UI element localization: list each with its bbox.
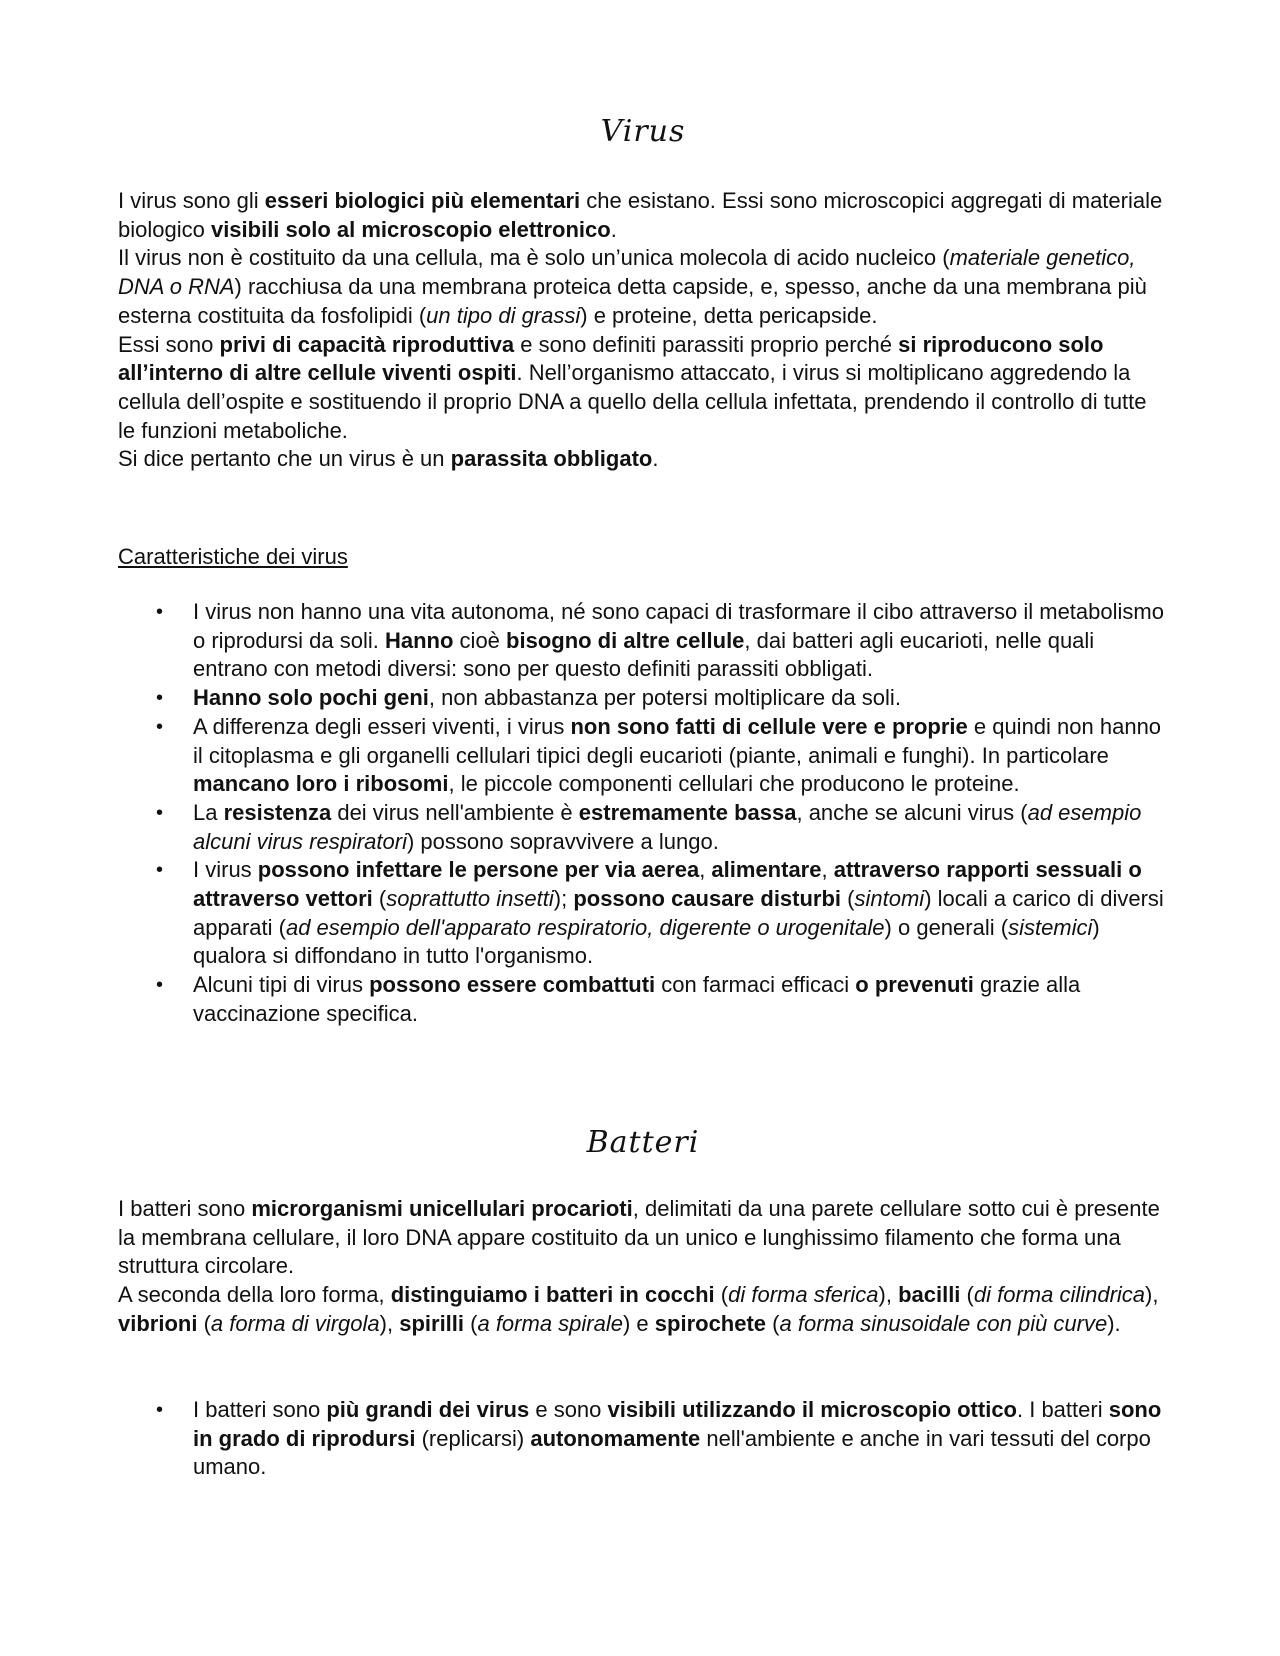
text-run: e sono (529, 1397, 608, 1422)
paragraph (118, 445, 1168, 474)
italic-text: a forma spirale (477, 1310, 623, 1336)
text-run: ( (766, 1310, 780, 1336)
bullet-icon: • (156, 601, 164, 623)
text-run: ( (841, 886, 855, 912)
bold-text: estremamente bassa (578, 799, 797, 825)
italic-text: ad esempio dell'apparato respiratorio, digerente o urogenitale (285, 914, 885, 940)
text-run: ( (197, 1310, 211, 1336)
bold-text: più grandi dei virus (326, 1397, 530, 1422)
italic-text: sistemici (1008, 914, 1093, 940)
text-run: , dai batteri agli eucarioti, nelle quali entrano con metodi diversi: sono per questo definiti parassiti obbligati. (193, 627, 1095, 682)
virus-characteristics-list (118, 598, 1168, 1029)
text-run: ), (379, 1310, 400, 1336)
text-run: . Nell’organismo attaccato, i virus si moltiplicano aggredendo la cellula dell’ospite e sostituendo il proprio DNA a quello della cellula infettata, prendendo il controllo di tutte le funzioni metaboliche. (118, 360, 1147, 443)
bullet-icon: • (156, 859, 164, 882)
bold-text: mancano loro i ribosomi (193, 771, 449, 797)
list-item (118, 799, 1168, 856)
text-run: I batteri sono (118, 1196, 252, 1221)
list-item-text (193, 800, 1141, 854)
text-run: La (193, 799, 224, 825)
list-item-text (193, 685, 901, 710)
text-run: ( (372, 886, 387, 912)
italic-text: un tipo di grassi (426, 302, 581, 328)
text-run: ) e proteine, detta pericapside. (580, 302, 878, 328)
text-run: . (610, 216, 617, 242)
text-run: ) locali a carico di diversi apparati ( (193, 886, 1164, 940)
paragraph (118, 187, 1168, 244)
text-run: che esistano. Essi sono microscopici aggregati di materiale biologico (118, 188, 1163, 242)
text-run: I virus sono gli (118, 188, 265, 213)
text-run: ), (1145, 1282, 1159, 1308)
text-run: ), (878, 1282, 899, 1308)
text-run: Alcuni tipi di virus (193, 972, 370, 998)
list-item-text (193, 857, 1164, 968)
text-run: grazie alla vaccinazione specifica. (193, 972, 1081, 1026)
text-run: ) possono sopravvivere a lungo. (406, 828, 719, 854)
paragraph (118, 244, 1168, 330)
text-run: Il virus non è costituito da una cellula, ma è solo un’unica molecola di acido nucleico ( (118, 245, 950, 271)
virus-title: Virus (600, 114, 686, 149)
list-item (118, 1396, 1168, 1482)
bold-text: esseri biologici più elementari (264, 188, 581, 213)
list-item (118, 598, 1168, 684)
italic-text: di forma sferica (728, 1282, 879, 1308)
text-run: , le piccole componenti cellulari che producono le proteine. (448, 771, 1020, 797)
text-run: , (821, 857, 834, 883)
text-run: , non abbastanza per potersi moltiplicare da soli. (428, 685, 901, 711)
text-run: ) e (622, 1310, 655, 1336)
italic-text: ad esempio alcuni virus respiratori (193, 799, 1142, 854)
text-run: I batteri sono (193, 1397, 327, 1422)
text-run: ( (714, 1282, 729, 1308)
text-run: ); (553, 886, 574, 912)
text-run: Si dice pertanto che un virus è un (118, 446, 451, 472)
bold-text: sono in grado di riprodursi (193, 1397, 1162, 1451)
bold-text: vibrioni (118, 1310, 198, 1336)
list-item-text (193, 1397, 1161, 1479)
list-item-text (193, 599, 1164, 681)
bold-text: possono essere combattuti (369, 972, 656, 998)
bold-text: si riproducono solo all’interno di altre cellule viventi ospiti (118, 331, 1104, 386)
italic-text: sintomi (854, 886, 925, 912)
text-run: e sono definiti parassiti proprio perché (514, 331, 899, 357)
bullet-icon: • (156, 974, 164, 997)
text-run: A seconda della loro forma, (118, 1282, 391, 1308)
text-run: A differenza degli esseri viventi, i virus (193, 713, 571, 739)
list-item-text (193, 714, 1161, 796)
text-run: , delimitati da una parete cellulare sotto cui è presente la membrana cellulare, il loro DNA appare costituito da un unico e lunghissimo filamento che forma una struttura circolare. (118, 1196, 1160, 1279)
bullet-icon: • (156, 801, 164, 824)
italic-text: soprattutto insetti (386, 886, 554, 912)
list-item (118, 684, 1168, 713)
list-item (118, 856, 1168, 971)
bold-text: autonomamente (530, 1425, 701, 1451)
text-run: , (699, 857, 712, 883)
paragraph (118, 1281, 1168, 1338)
paragraph (118, 1195, 1168, 1281)
bold-text: visibili utilizzando il microscopio ottico (607, 1397, 1017, 1422)
bold-text: visibili solo al microscopio elettronico (210, 216, 611, 242)
paragraph (118, 331, 1168, 446)
batteri-list (118, 1396, 1168, 1482)
text-run: cioè (453, 627, 507, 653)
bold-text: bacilli (898, 1282, 961, 1308)
bold-text: Hanno solo pochi geni (193, 685, 429, 711)
bold-text: Hanno (384, 627, 454, 653)
list-item-text (193, 972, 1080, 1026)
bold-text: resistenza (223, 799, 332, 825)
bullet-icon: • (156, 715, 164, 738)
text-run: (replicarsi) (415, 1425, 531, 1451)
italic-text: di forma cilindrica (973, 1282, 1146, 1308)
bold-text: non sono fatti di cellule vere e proprie (570, 713, 968, 739)
list-item (118, 971, 1168, 1028)
text-run: dei virus nell'ambiente è (331, 799, 579, 825)
text-run: ( (464, 1310, 478, 1336)
virus-intro (118, 187, 1168, 474)
text-run: con farmaci efficaci (655, 972, 856, 998)
italic-text: a forma sinusoidale con più curve (779, 1310, 1108, 1336)
bold-text: possono causare disturbi (573, 886, 842, 912)
bold-text: spirilli (399, 1310, 465, 1336)
text-run: . (652, 446, 659, 472)
text-run: . I batteri (1017, 1397, 1109, 1422)
bullet-icon: • (156, 687, 164, 710)
text-run: I virus non hanno una vita autonoma, né sono capaci di trasformare il cibo attraverso il metabolismo o riprodursi da soli. (193, 599, 1164, 653)
text-run: ( (960, 1282, 974, 1308)
bold-text: privi di capacità riproduttiva (219, 331, 515, 357)
bold-text: possono infettare le persone per via aerea (257, 857, 700, 883)
text-run: Essi sono (118, 331, 220, 357)
text-run: ). (1107, 1310, 1121, 1336)
section-heading: Caratteristiche dei virus (118, 544, 348, 569)
batteri-intro (118, 1195, 1168, 1339)
text-run: ) racchiusa da una membrana proteica detta capside, e, spesso, anche da una membrana più esterna costituita da fosfolipidi ( (118, 274, 1147, 328)
bold-text: alimentare (711, 857, 822, 883)
list-item (118, 713, 1168, 799)
text-run: e quindi non hanno il citoplasma e gli organelli cellulari tipici degli eucarioti (piante, animali e funghi). In particolare (193, 713, 1162, 768)
text-run: nell'ambiente e anche in vari tessuti del corpo umano. (193, 1425, 1151, 1480)
bullet-icon: • (156, 1399, 164, 1421)
bold-text: o prevenuti (855, 972, 974, 998)
text-run: ) qualora si diffondano in tutto l'organismo. (193, 914, 1100, 969)
bold-text: spirochete (654, 1310, 767, 1336)
batteri-title: Batteri (586, 1125, 700, 1160)
bold-text: microrganismi unicellulari procarioti (251, 1196, 633, 1221)
text-run: , anche se alcuni virus ( (796, 799, 1028, 825)
bold-text: distinguiamo i batteri in cocchi (390, 1282, 715, 1308)
italic-text: materiale genetico, DNA o RNA (118, 245, 1136, 300)
text-run: I virus (193, 857, 258, 883)
text-run: ) o generali ( (884, 914, 1009, 940)
bold-text: bisogno di altre cellule (506, 627, 745, 653)
bold-text: attraverso rapporti sessuali o attraverso vettori (193, 857, 1142, 912)
bold-text: parassita obbligato (450, 446, 653, 472)
italic-text: a forma di virgola (210, 1310, 380, 1336)
